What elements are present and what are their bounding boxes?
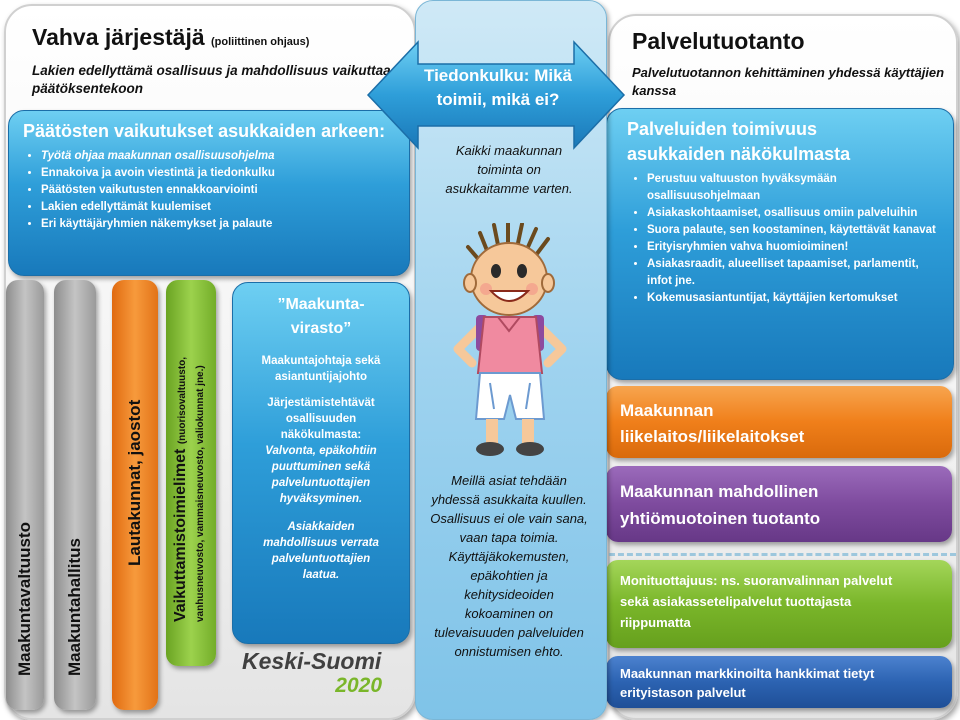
pillar-maakuntahallitus [54,280,96,710]
right-panel [608,14,958,720]
green-box-text: Monituottajuus: ns. suoranvalinnan palvelut sekä asiakassetelipalvelut tuottajasta riippumatta [620,573,893,630]
left-title-note: (poliittinen ohjaus) [211,36,310,48]
blue-box [606,656,952,708]
pillar-vaikuttamistoimielimet [166,280,216,666]
orange-box [606,386,952,458]
virasto-box [232,282,410,644]
decisions-list [23,148,399,233]
dashed-divider [600,553,956,556]
decisions-box-title: Päätösten vaikutukset asukkaiden arkeen: [23,121,386,141]
pillar-maakuntavaltuusto-label: Maakuntavaltuusto [15,522,34,676]
pillar-lautakunnat-label: Lautakunnat, jaostot [125,399,144,566]
list-item: • Lakien edellyttämät kuulemiset [41,199,399,216]
left-subtitle: Lakien edellyttämä osallisuus ja mahdollisuus vaikuttaa päätöksentekoon [32,63,391,96]
list-item: • Erityisryhmien vahva huomioiminen! [647,239,943,256]
virasto-p3: Valvonta, epäkohtiin puuttuminen sekä palveluntuottajien hyväksyminen. [265,445,377,505]
virasto-title: ”Maakunta-virasto” [277,296,365,337]
pillar-maakuntahallitus-label: Maakuntahallitus [65,538,84,676]
logo-text: Keski-Suomi [242,648,382,674]
left-title [32,24,309,51]
services-list [627,171,943,307]
pillar-vaikuttamistoimielimet-label [173,357,209,622]
list-item: • Perustuu valtuuston hyväksymään osallisuusohjelmaan [647,171,943,205]
right-subtitle: Palvelutuotannon kehittäminen yhdessä käyttäjien kanssa [632,65,945,98]
list-item: • Työtä ohjaa maakunnan osallisuusohjelma [41,148,399,165]
blue-box-text: Maakunnan markkinoilta hankkimat tietyt erityistason palvelut [620,666,875,700]
purple-box [606,466,952,542]
services-box [606,108,954,380]
pillar-maakuntavaltuusto [6,280,44,710]
child-figure-icon [436,223,586,463]
logo-year: 2020 [335,674,382,697]
vaikuttamis-note-1: (nuorisovaltuusto, [177,356,188,445]
list-item: • Asiakasraadit, alueelliset tapaamiset, parlamentit, infot jne. [647,256,943,290]
vaikuttamis-main: Vaikuttamistoimielimet [172,448,189,622]
virasto-p4: Asiakkaiden mahdollisuus verrata palveluntuottajien laatua. [263,521,379,581]
list-item: • Suora palaute, sen koostaminen, käytettävät kanavat [647,222,943,239]
right-title: Palvelutuotanto [632,28,805,54]
vaikuttamis-note-2: vanhusneuvosto, vammaisneuvosto, valiokunnat jne.) [195,365,206,622]
purple-box-text: Maakunnan mahdollinen yhtiömuotoinen tuotanto [620,482,821,528]
green-box [606,560,952,648]
orange-box-text: Maakunnan liikelaitos/liikelaitokset [620,401,805,446]
services-box-title: Palveluiden toimivuus asukkaiden näkökulmasta [627,119,851,164]
list-item: • Eri käyttäjäryhmien näkemykset ja palaute [41,216,399,233]
keski-suomi-logo [242,646,402,710]
virasto-p2: Järjestämistehtävät osallisuuden näkökulmasta: [267,397,375,441]
virasto-p1: Maakuntajohtaja sekä asiantuntijajohto [261,355,381,383]
list-item: • Päätösten vaikutusten ennakkoarviointi [41,182,399,199]
arrow-text: Tiedonkulku: Mikä toimii, mikä ei? [424,66,572,109]
list-item: • Ennakoiva ja avoin viestintä ja tiedonkulku [41,165,399,182]
left-panel [4,4,416,720]
decisions-box [8,110,410,276]
center-top-text: Kaikki maakunnan toiminta on asukkaitamme varten. [445,143,573,196]
list-item: • Asiakaskohtaamiset, osallisuus omiin palveluihin [647,205,943,222]
list-item: • Kokemusasiantuntijat, käyttäjien kertomukset [647,290,943,307]
center-bottom-text: Meillä asiat tehdään yhdessä asukkaita kuullen. Osallisuus ei ole vain sana, vaan tapa toimia. Käyttäjäkokemusten, epäkohtien ja kehitysideoiden kokoaminen on tulevaisuuden palveluiden onnistumisen ehto. [430,473,588,659]
left-title-text: Vahva järjestäjä [32,24,205,50]
pillar-lautakunnat [112,280,158,710]
